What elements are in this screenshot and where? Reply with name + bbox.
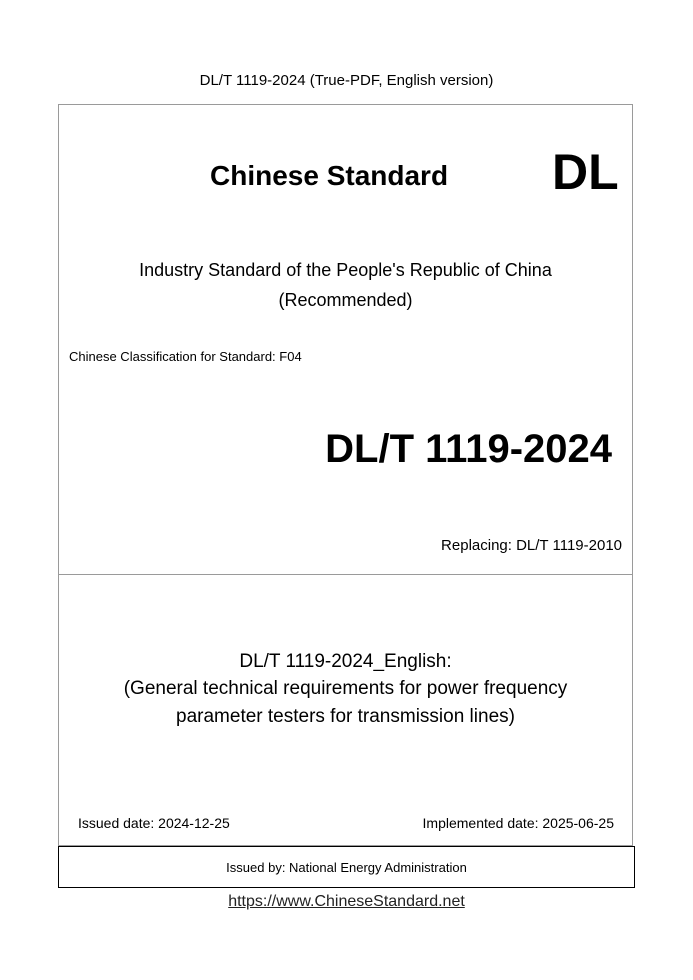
title-line: parameter testers for transmission lines) <box>176 706 515 727</box>
industry-standard-line: Industry Standard of the People's Republic of China <box>139 260 552 280</box>
document-header: DL/T 1119-2024 (True-PDF, English version) <box>199 72 494 89</box>
implemented-date: Implemented date: 2025-06-25 <box>422 815 614 831</box>
title-line: DL/T 1119-2024_English: <box>239 651 452 672</box>
standard-code-badge: DL <box>552 144 619 200</box>
issuer-text: Issued by: National Energy Administration <box>226 860 467 875</box>
chinese-standard-heading: Chinese Standard <box>210 160 449 191</box>
standard-number: DL/T 1119-2024 <box>325 427 612 471</box>
recommended-line: (Recommended) <box>278 290 413 310</box>
issued-date: Issued date: 2024-12-25 <box>78 815 230 831</box>
cover-divider <box>58 574 633 575</box>
website-link[interactable]: https://www.ChineseStandard.net <box>228 893 465 910</box>
title-line: (General technical requirements for power frequency <box>123 678 568 699</box>
replacing-text: Replacing: DL/T 1119-2010 <box>441 537 622 554</box>
classification-text: Chinese Classification for Standard: F04 <box>69 349 302 364</box>
cover-frame <box>58 104 633 846</box>
